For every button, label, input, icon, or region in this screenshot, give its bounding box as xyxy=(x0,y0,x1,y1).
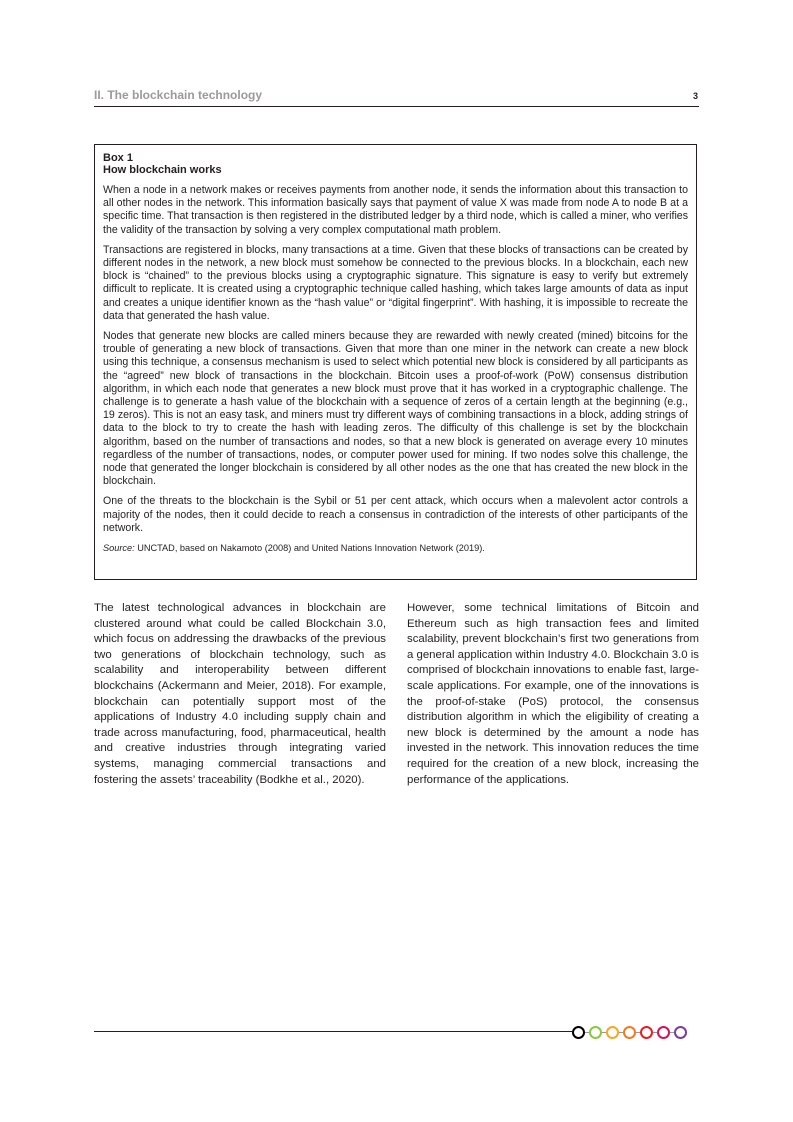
footer-divider xyxy=(94,1031,572,1032)
body-column-right xyxy=(407,601,699,788)
source-text: UNCTAD, based on Nakamoto (2008) and United Nations Innovation Network (2019). xyxy=(134,543,485,554)
box-title: How blockchain works xyxy=(103,164,222,176)
box-label: Box 1 xyxy=(103,152,133,164)
footer-dot xyxy=(674,1026,687,1039)
box-paragraph: One of the threats to the blockchain is the Sybil or 51 per cent attack, which occurs when a malevolent actor controls a majority of the nodes, then it could decide to reach a consensus in contradiction of the interests of other participants of the network. xyxy=(103,495,688,534)
box-paragraph: When a node in a network makes or receives payments from another node, it sends the information about this transaction to all other nodes in the network. This information basically says that payment of value X was made from node A to node B at a specific time. That transaction is then registered in the distributed ledger by a third node, which is called a miner, who verifies the validity of the transaction by solving a very complex computational math problem. xyxy=(103,184,688,236)
footer-dot xyxy=(589,1026,602,1039)
box-source xyxy=(103,542,688,554)
body-paragraph-right: However, some technical limitations of Bitcoin and Ethereum such as high transaction fees and limited scalability, prevent blockchain’s first two generations from a general application within Industry 4.0. Blockchain 3.0 is comprised of blockchain innovations to enable fast, large-scale applications. For example, one of the innovations is the proof-of-stake (PoS) protocol, the consensus distribution algorithm in which the eligibility of creating a new block is determined by the amount a node has invested in the network. This innovation reduces the time required for the creation of a new block, increasing the performance of the applications. xyxy=(407,602,699,786)
body-column-left xyxy=(94,601,386,788)
footer-dot xyxy=(640,1026,653,1039)
source-label: Source: xyxy=(103,543,135,554)
footer-dot xyxy=(606,1026,619,1039)
footer-dot xyxy=(623,1026,636,1039)
page-number: 3 xyxy=(692,91,698,101)
footer-dot-chain xyxy=(572,1025,687,1039)
box-paragraph: Nodes that generate new blocks are called miners because they are rewarded with newly created (mined) bitcoins for the trouble of generating a new block of transactions. Given that more than one miner in the network can create a new block using this technique, a consensus mechanism is used to select which potential new block is considered by all participants as the “agreed” new block of transactions in the blockchain. Bitcoin uses a proof-of-work (PoW) consensus distribution algorithm, in which each node that generates a new block must prove that it has worked in a cryptographic challenge. The challenge is to generate a hash value of the blockchain with a sequence of zeros of a certain length at the beginning (e.g., 19 zeros). This is not an easy task, and miners must try different ways of combining transactions in a block, adding strings of data to the block to try to create the hash with leading zeros. The difficulty of this challenge is set by the blockchain algorithm, based on the number of transactions and nodes, so that a new block is generated on average every 10 minutes regardless of the number of transactions, nodes, or computer power used for mining. If two nodes solve this challenge, the node that generated the longer blockchain is considered by all other nodes as the one that has created the new block in the blockchain. xyxy=(103,330,688,488)
info-box xyxy=(94,144,697,580)
body-paragraph-left: The latest technological advances in blockchain are clustered around what could be called Blockchain 3.0, which focus on addressing the drawbacks of the previous two generations of blockchain technology, such as scalability and interoperability between different blockchains (Ackermann and Meier, 2018). For example, blockchain can potentially support most of the applications of Industry 4.0 including supply chain and trade across manufacturing, food, pharmaceutical, health and creative industries through integrating varied systems, managing commercial transactions and fostering the assets’ traceability (Bodkhe et al., 2020). xyxy=(94,602,386,786)
header-divider xyxy=(94,106,699,107)
section-title: II. The blockchain technology xyxy=(94,88,263,102)
footer-dot xyxy=(657,1026,670,1039)
box-paragraph: Transactions are registered in blocks, many transactions at a time. Given that these blocks of transactions can be created by different nodes in the network, a new block must somehow be connected to the previous blocks. In a blockchain, each new block is “chained” to the previous blocks using a cryptographic signature. This signature is easy to verify but extremely difficult to replicate. It is created using a cryptographic technique called hashing, which takes large amounts of data as input and creates a unique identifier known as the “hash value” or “digital fingerprint”. With hashing, it is impossible to recreate the data that generated the hash value. xyxy=(103,243,688,322)
footer-dot xyxy=(572,1026,585,1039)
